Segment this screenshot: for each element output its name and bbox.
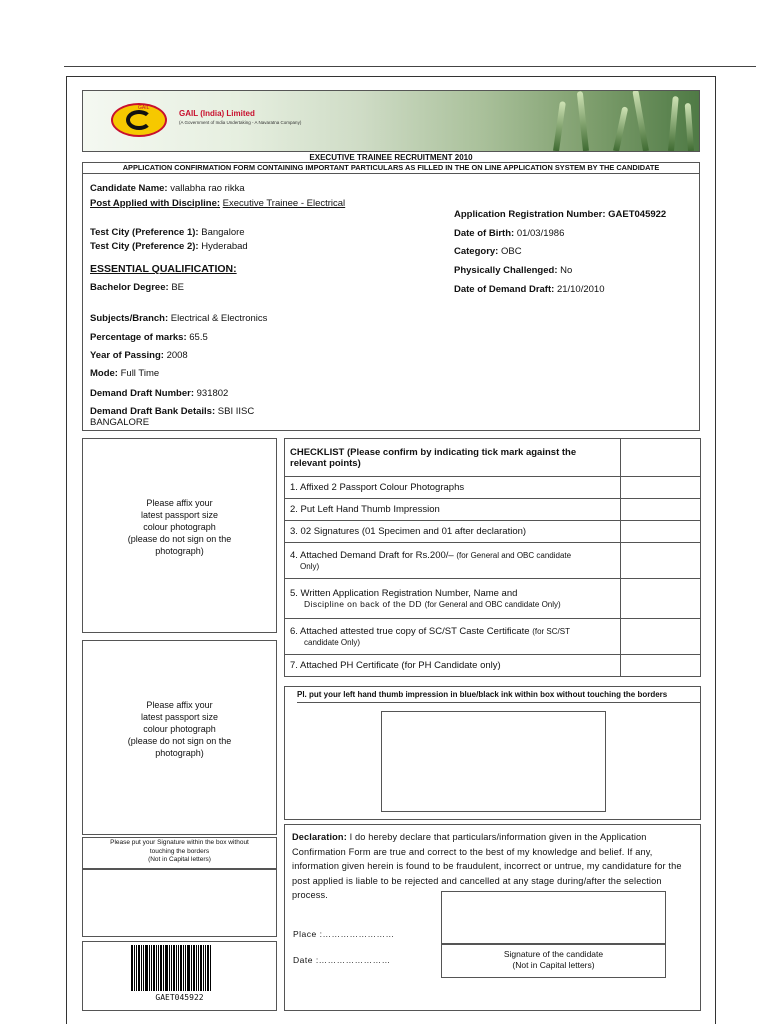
form-subtitle: APPLICATION CONFIRMATION FORM CONTAINING IMPORTANT PARTICULARS AS FILLED IN THE ON LINE APPLICATION SYSTEM BY THE CANDIDATE xyxy=(82,162,700,174)
top-rule xyxy=(64,66,756,67)
date-of-demand-draft: Date of Demand Draft: 21/10/2010 xyxy=(454,284,605,295)
thumb-instruction: Pl. put your left hand thumb impression in blue/black ink within box without touching the borders xyxy=(297,690,668,699)
tick-box-1[interactable] xyxy=(621,477,701,499)
year-of-passing: Year of Passing: 2008 xyxy=(90,350,188,361)
checklist-item-4: 4. Attached Demand Draft for Rs.200/– (for General and OBC candidate Only) xyxy=(285,543,621,579)
checklist-header: CHECKLIST (Please confirm by indicating tick mark against the relevant points) xyxy=(285,439,621,477)
physically-challenged: Physically Challenged: No xyxy=(454,265,573,276)
gail-logo-icon: GAIL xyxy=(111,103,167,137)
photo-box-2[interactable]: Please affix your latest passport size colour photograph (please do not sign on the photograph) xyxy=(82,640,277,835)
candidate-signature-box[interactable] xyxy=(441,891,666,944)
checklist-item-2: 2. Put Left Hand Thumb Impression xyxy=(285,499,621,521)
bachelor-degree: Bachelor Degree: BE xyxy=(90,282,184,293)
dd-bank: Demand Draft Bank Details: SBI IISC xyxy=(90,406,255,417)
tick-box-6[interactable] xyxy=(621,619,701,655)
barcode-icon xyxy=(131,945,215,991)
tick-box-2[interactable] xyxy=(621,499,701,521)
tick-box-5[interactable] xyxy=(621,579,701,619)
date-of-birth: Date of Birth: 01/03/1986 xyxy=(454,228,565,239)
form-title: EXECUTIVE TRAINEE RECRUITMENT 2010 xyxy=(309,153,473,162)
checklist-item-1: 1. Affixed 2 Passport Colour Photographs xyxy=(285,477,621,499)
candidate-signature-caption: Signature of the candidate (Not in Capital letters) xyxy=(441,944,666,978)
test-city-2: Test City (Preference 2): Hyderabad xyxy=(90,241,248,252)
specimen-signature-box[interactable] xyxy=(82,869,277,937)
signature-instructions: Please put your Signature within the box without touching the borders (Not in Capital letters) xyxy=(82,837,277,869)
thumb-impression-box[interactable] xyxy=(381,711,606,812)
checklist-item-7: 7. Attached PH Certificate (for PH Candidate only) xyxy=(285,655,621,677)
place-field[interactable]: Place :…………………… xyxy=(293,929,395,939)
declaration-text: Declaration: I do hereby declare that particulars/information given in the Application Confirmation Form are true and correct to the best of my knowledge and belief. If any, information given herein is found to be fraudulent, incorrect or untrue, my candidature for the post applied is liable to be rejected and cancelled at any stage during/after the selection process. xyxy=(292,832,682,900)
date-field[interactable]: Date :…………………… xyxy=(293,955,391,965)
candidate-name: Candidate Name: vallabha rao rikka xyxy=(90,183,245,194)
subjects-branch: Subjects/Branch: Electrical & Electronics xyxy=(90,313,268,324)
company-subtitle: (A Government of India Undertaking - A Navaratna Company) xyxy=(179,120,302,125)
checklist-item-3: 3. 02 Signatures (01 Specimen and 01 after declaration) xyxy=(285,521,621,543)
checklist-item-6: 6. Attached attested true copy of SC/ST Caste Certificate (for SC/ST candidate Only) xyxy=(285,619,621,655)
mode: Mode: Full Time xyxy=(90,368,160,379)
post-applied: Post Applied with Discipline: Executive Trainee - Electrical xyxy=(90,198,346,209)
category: Category: OBC xyxy=(454,246,522,257)
photo-box-1[interactable]: Please affix your latest passport size colour photograph (please do not sign on the photograph) xyxy=(82,438,277,633)
checklist-tick-header xyxy=(621,439,701,477)
test-city-1: Test City (Preference 1): Bangalore xyxy=(90,227,245,238)
header-banner xyxy=(82,90,700,152)
tick-box-3[interactable] xyxy=(621,521,701,543)
dd-number: Demand Draft Number: 931802 xyxy=(90,388,229,399)
dd-bank-city: BANGALORE xyxy=(90,417,150,428)
checklist-item-5: 5. Written Application Registration Number, Name and Discipline on back of the DD (for General and OBC candidate Only) xyxy=(285,579,621,619)
checklist-table xyxy=(284,438,701,677)
essential-qualification-heading: ESSENTIAL QUALIFICATION: xyxy=(90,263,237,275)
percentage: Percentage of marks: 65.5 xyxy=(90,332,208,343)
tick-box-7[interactable] xyxy=(621,655,701,677)
company-name: GAIL (India) Limited xyxy=(179,109,255,118)
barcode-number: GAET045922 xyxy=(155,993,204,1002)
tick-box-4[interactable] xyxy=(621,543,701,579)
registration-number: Application Registration Number: GAET045922 xyxy=(454,209,667,220)
